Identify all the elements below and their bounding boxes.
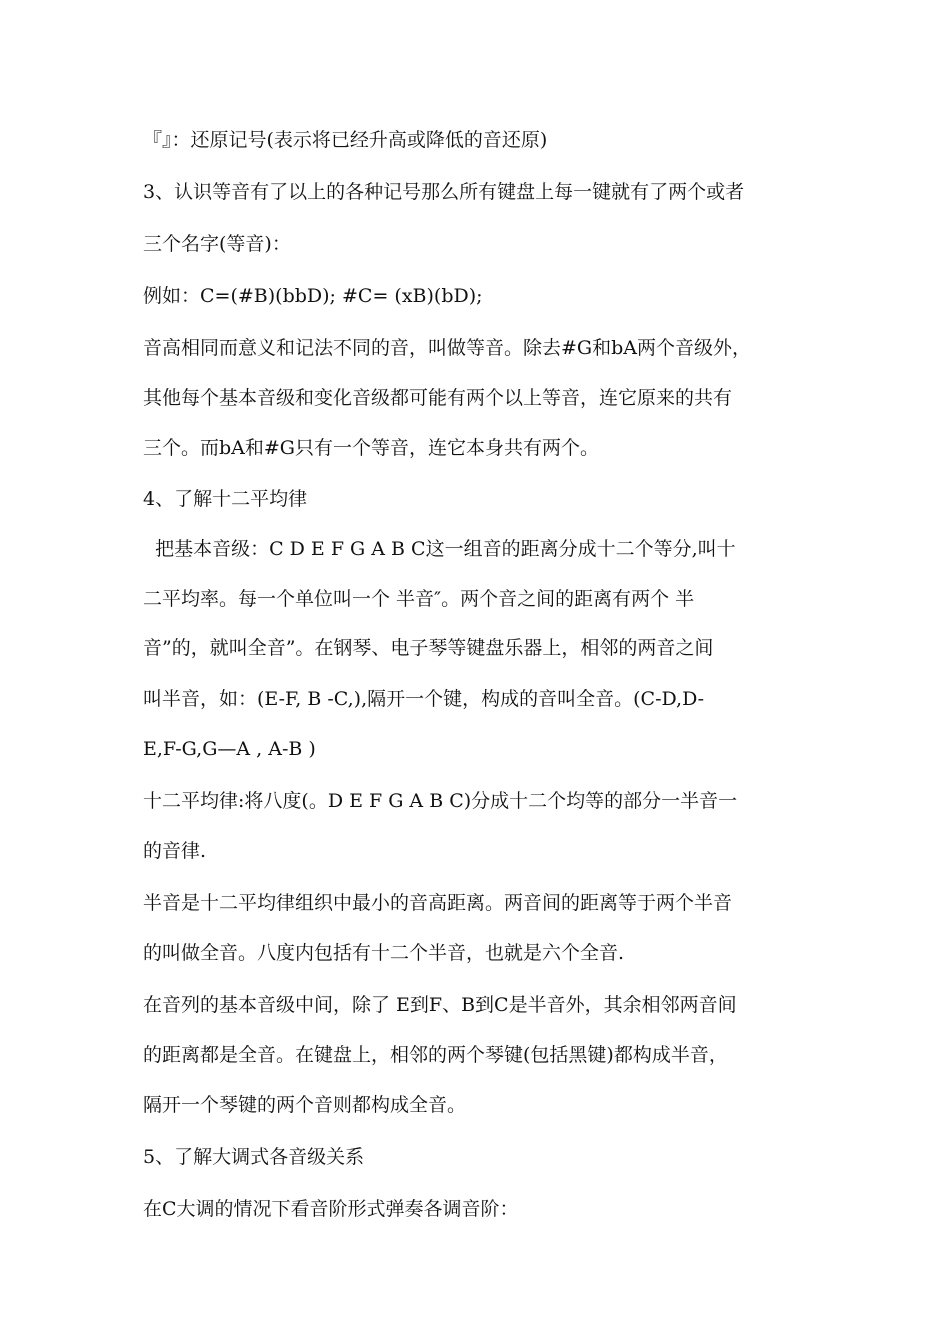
- text-line-enharmonic-definition: 音高相同而意义和记法不同的音，叫做等音。除去#G和bA两个音级外，: [143, 337, 751, 359]
- text-line-c-major-scales: 在C大调的情况下看音阶形式弹奏各调音阶：: [143, 1198, 519, 1220]
- text-line-enharmonic-exception: 三个。而bA和#G只有一个等音，连它本身共有两个。: [143, 437, 599, 459]
- text-line-twelve-division: 把基本音级：C D E F G A B C这一组音的距离分成十二个等分,叫十: [143, 538, 736, 560]
- text-line-semitone-smallest: 半音是十二平均律组织中最小的音高距离。两音间的距离等于两个半音: [143, 892, 733, 914]
- text-line-equal-temperament-definition: 十二平均律:将八度(。D E F G A B C)分成十二个均等的部分一半音一: [143, 790, 738, 812]
- text-line-natural-semitones: 在音列的基本音级中间，除了 E到F、B到C是半音外，其余相邻两音间: [143, 994, 737, 1016]
- text-line-semitone-example: 叫半音，如：(E-F, B -C,),隔开一个键，构成的音叫全音。(C-D,D-: [143, 688, 705, 710]
- text-line-enharmonic-heading: 3、认识等音有了以上的各种记号那么所有键盘上每一键就有了两个或者: [143, 181, 745, 203]
- text-line-equal-temperament-heading: 4、了解十二平均律: [143, 488, 308, 510]
- text-line-semitone-unit: 二平均率。每一个单位叫一个 半音″。两个音之间的距离有两个 半: [143, 588, 695, 610]
- text-line-whole-tone: 音”的，就叫全音”。在钢琴、电子琴等键盘乐器上，相邻的两音之间: [143, 637, 714, 659]
- text-line-temperament-end: 的音律.: [143, 840, 207, 862]
- text-line-whole-tone-example: E,F-G,G—A , A-B ): [143, 738, 316, 760]
- text-line-octave-content: 的叫做全音。八度内包括有十二个半音，也就是六个全音.: [143, 942, 625, 964]
- text-line-enharmonic-others: 其他每个基本音级和变化音级都可能有两个以上等音，连它原来的共有: [143, 387, 733, 409]
- text-line-three-names: 三个名字(等音)：: [143, 233, 291, 255]
- text-line-restore-sign: 『』：还原记号(表示将已经升高或降低的音还原): [143, 129, 548, 151]
- text-line-example: 例如：C=(#B)(bbD); #C= (xB)(bD);: [143, 285, 483, 307]
- text-line-keyboard-whole-tones: 隔开一个琴键的两个音则都构成全音。: [143, 1094, 467, 1116]
- text-line-keyboard-semitones: 的距离都是全音。在键盘上，相邻的两个琴键(包括黑键)都构成半音，: [143, 1044, 728, 1066]
- text-line-major-scale-heading: 5、了解大调式各音级关系: [143, 1146, 365, 1168]
